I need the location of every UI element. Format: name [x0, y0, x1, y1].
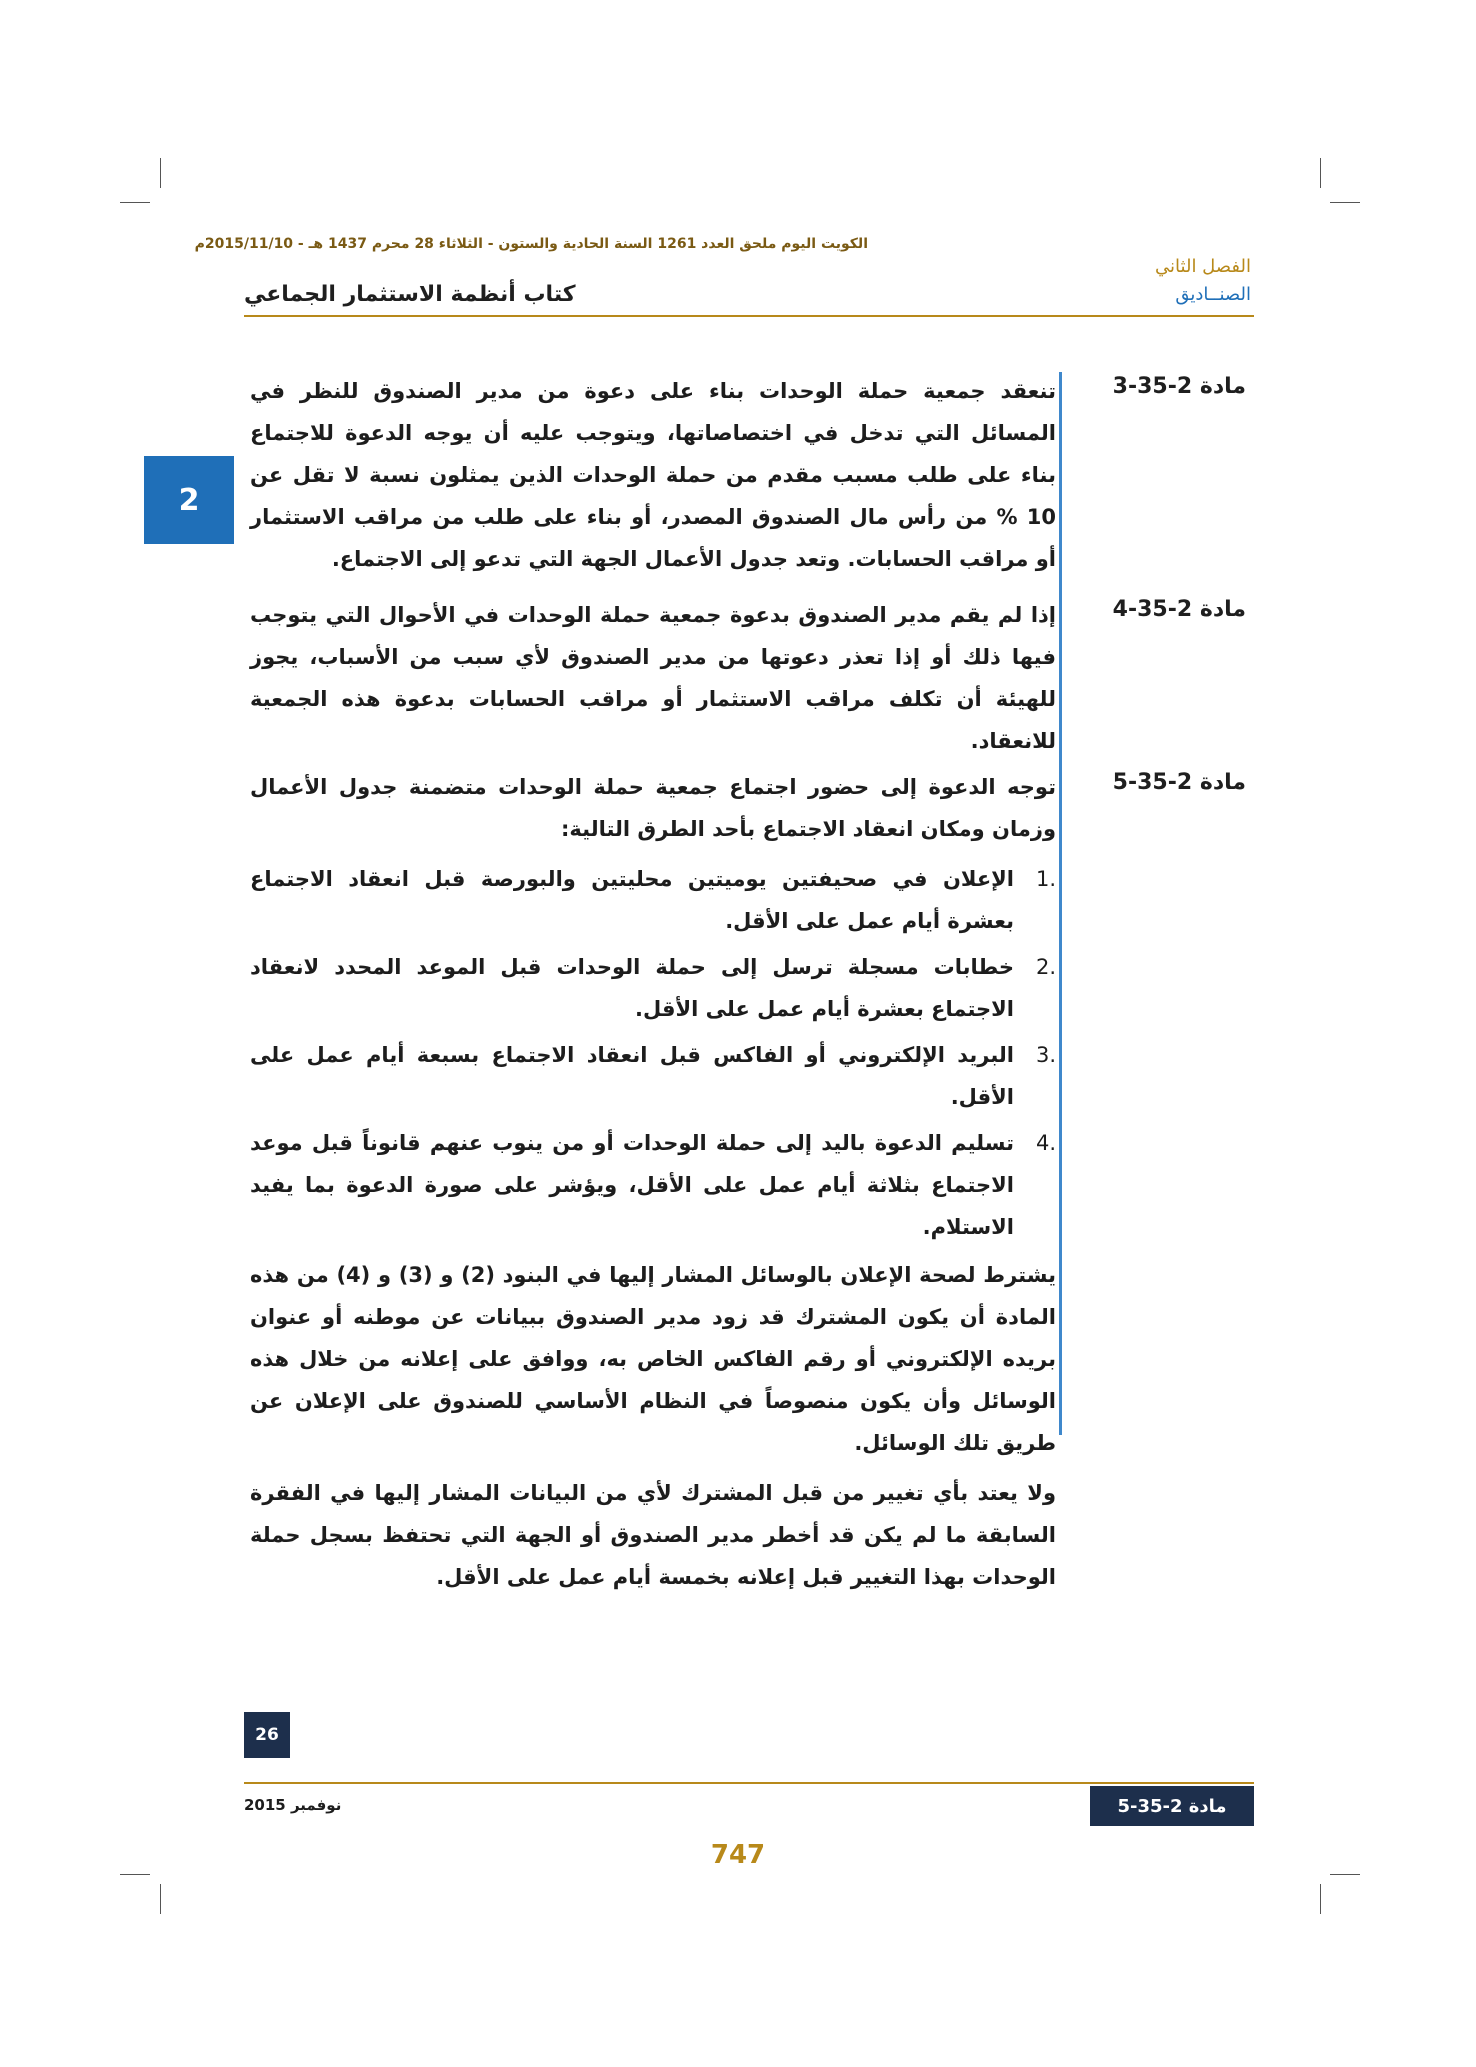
chapter-side-tab: 2	[144, 456, 234, 544]
list-text: الإعلان في صحيفتين يوميتين محليتين والبورصة قبل انعقاد الاجتماع بعشرة أيام عمل على الأقل.	[250, 867, 1014, 933]
article-paragraph: ولا يعتد بأي تغيير من قبل المشترك لأي من البيانات المشار إليها في الفقرة السابقة ما لم يكن قد أخطر مدير الصندوق أو الجهة التي تحتفظ بسجل حملة الوحدات بهذا التغيير قبل إعلانه بخمسة أيام عمل على الأقل.	[250, 1481, 1056, 1589]
crop-mark	[1330, 202, 1360, 203]
gazette-line: الكويت اليوم ملحق العدد 1261 السنة الحادية والستون - الثلاثاء 28 محرم 1437 هـ - 2015/11/10م	[194, 236, 868, 252]
article-body	[250, 594, 1056, 762]
page-box: 26	[244, 1712, 290, 1758]
list-number: 2.	[1035, 955, 1056, 979]
section-title: الصنــاديق	[1175, 284, 1251, 305]
list-number: 4.	[1035, 1131, 1056, 1155]
list-item	[250, 1122, 1056, 1248]
header-rule	[244, 315, 1254, 317]
chapter-title: الفصل الثاني	[1155, 256, 1251, 277]
footer-article-ref: مادة 2-35-5	[1090, 1786, 1254, 1826]
article-label: مادة 2-35-3	[1112, 374, 1246, 399]
crop-mark	[120, 1874, 150, 1875]
method-list	[250, 858, 1056, 1248]
list-text: تسليم الدعوة باليد إلى حملة الوحدات أو من ينوب عنهم قانوناً قبل موعد الاجتماع بثلاثة أيام عمل على الأقل، ويؤشر على صورة الدعوة بما يفيد الاستلام.	[250, 1131, 1014, 1239]
crop-mark	[160, 158, 161, 188]
footer-rule	[244, 1782, 1254, 1784]
list-number: 3.	[1035, 1043, 1056, 1067]
article-text: تنعقد جمعية حملة الوحدات بناء على دعوة من مدير الصندوق للنظر في المسائل التي تدخل في اختصاصاتها، ويتوجب عليه أن يوجه الدعوة للاجتماع بناء على طلب مسبب مقدم من حملة الوحدات الذين يمثلون نسبة لا تقل عن 10 % من رأس مال الصندوق المصدر، أو بناء على طلب من مراقب الاستثمار أو مراقب الحسابات. وتعد جدول الأعمال الجهة التي تدعو إلى الاجتماع.	[250, 379, 1056, 571]
article-body	[250, 370, 1056, 580]
list-text: خطابات مسجلة ترسل إلى حملة الوحدات قبل الموعد المحدد لانعقاد الاجتماع بعشرة أيام عمل على الأقل.	[250, 955, 1014, 1021]
crop-mark	[1320, 158, 1321, 188]
crop-mark	[1320, 1884, 1321, 1914]
article-label: مادة 2-35-5	[1112, 770, 1246, 795]
list-item	[250, 858, 1056, 942]
list-item	[250, 1034, 1056, 1118]
article-body	[250, 766, 1056, 1598]
list-number: 1.	[1035, 867, 1056, 891]
article-label: مادة 2-35-4	[1112, 597, 1246, 622]
crop-mark	[120, 202, 150, 203]
article-intro: توجه الدعوة إلى حضور اجتماع جمعية حملة الوحدات متضمنة جدول الأعمال وزمان ومكان انعقاد الاجتماع بأحد الطرق التالية:	[250, 775, 1056, 841]
crop-mark	[160, 1884, 161, 1914]
article-paragraph: يشترط لصحة الإعلان بالوسائل المشار إليها في البنود (2) و (3) و (4) من هذه المادة أن يكون المشترك قد زود مدير الصندوق ببيانات عن موطنه أو عنوان بريده الإلكتروني أو رقم الفاكس الخاص به، ووافق على إعلانه من خلال هذه الوسائل وأن يكون منصوصاً في النظام الأساسي للصندوق على الإعلان عن طريق تلك الوسائل.	[250, 1263, 1056, 1455]
page-number: 747	[710, 1840, 766, 1870]
book-title: كتاب أنظمة الاستثمار الجماعي	[244, 282, 576, 307]
article-text: إذا لم يقم مدير الصندوق بدعوة جمعية حملة الوحدات في الأحوال التي يتوجب فيها ذلك أو إذا تعذر دعوتها من مدير الصندوق لأي سبب من الأسباب، يجوز للهيئة أن تكلف مراقب الاستثمار أو مراقب الحسابات بدعوة هذه الجمعية للانعقاد.	[250, 603, 1056, 753]
list-item	[250, 946, 1056, 1030]
footer-date: نوفمبر 2015	[244, 1796, 342, 1814]
list-text: البريد الإلكتروني أو الفاكس قبل انعقاد الاجتماع بسبعة أيام عمل على الأقل.	[250, 1043, 1014, 1109]
article-divider	[1059, 372, 1062, 1435]
crop-mark	[1330, 1874, 1360, 1875]
